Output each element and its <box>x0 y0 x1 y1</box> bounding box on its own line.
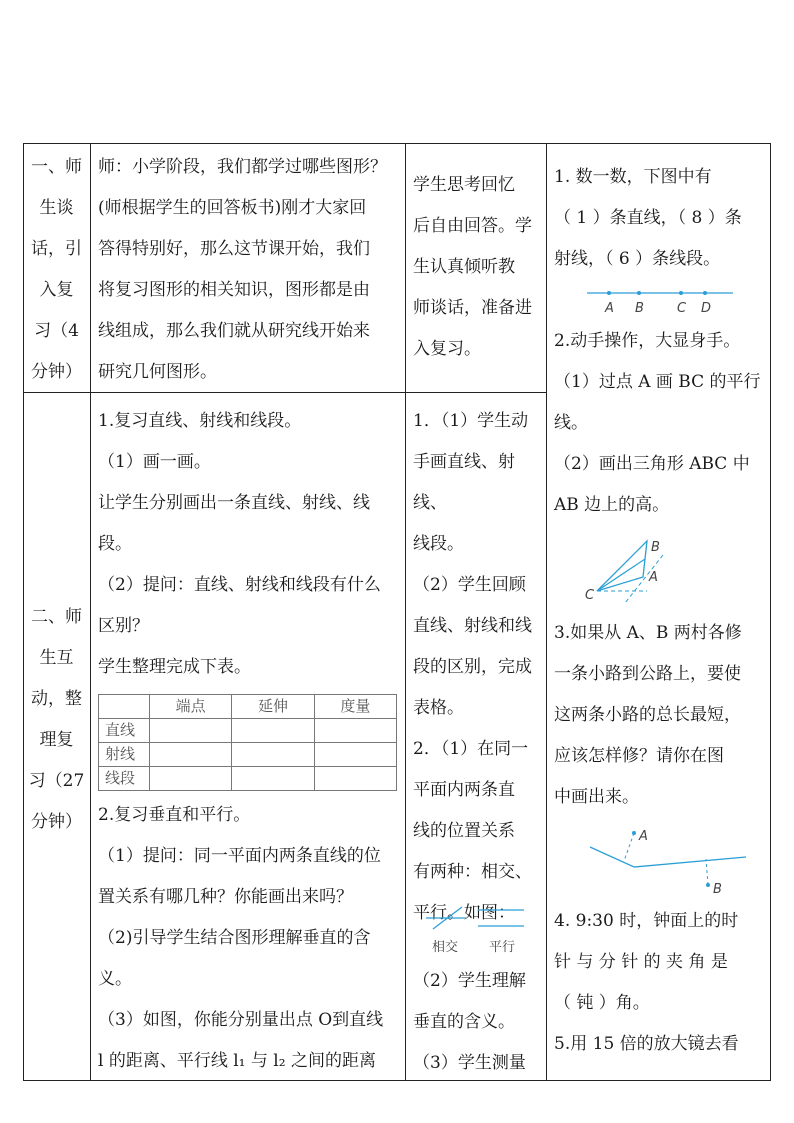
teacher-activity-2a <box>98 401 403 688</box>
paragraph-line: 学生思考回忆 <box>413 175 515 195</box>
paragraph-line: 中画出来。 <box>554 787 639 807</box>
stage-text: 分钟） <box>31 362 82 382</box>
point-b <box>637 291 641 295</box>
point-a <box>607 291 611 295</box>
paragraph-line: 1.复习直线、射线和线段。 <box>98 411 302 431</box>
paragraph-line: 射线，（ 6 ）条线段。 <box>554 249 721 269</box>
point-label: A <box>639 829 648 844</box>
table-row <box>99 719 397 743</box>
student-activity-2b <box>413 961 545 1084</box>
paragraph-line: 线。 <box>554 413 588 433</box>
table-cell <box>314 767 396 791</box>
village-a <box>632 831 636 835</box>
paragraph-line: l 的距离、平行线 l₁ 与 l₂ 之间的距离 <box>98 1051 376 1071</box>
stage-text: 习（27 <box>28 771 85 791</box>
paragraph-line: （2）提问：直线、射线和线段有什么 <box>98 575 381 595</box>
paragraph-line: 针 与 分 针 的 夹 角 是 <box>554 952 728 972</box>
line-relation-figure <box>418 901 548 961</box>
paragraph-line: （1）提问：同一平面内两条直线的位 <box>98 846 381 866</box>
paragraph-line: 1．（1）学生动 <box>413 411 529 431</box>
paragraph-line: （1）画一画。 <box>98 452 211 472</box>
stage-text: 习（4 <box>34 321 79 341</box>
stage-text: 理复 <box>39 730 74 750</box>
paragraph-line: 学生整理完成下表。 <box>98 657 251 677</box>
paragraph-line: 一条小路到公路上，要使 <box>554 664 741 684</box>
paragraph-line: 师：小学阶段，我们都学过哪些图形？ <box>98 157 387 177</box>
stage-text: 分钟） <box>31 812 82 832</box>
paragraph-line: 后自由回答。学 <box>413 216 532 236</box>
path-b <box>706 859 708 885</box>
paragraph-line: 义。 <box>98 969 132 989</box>
paragraph-line: （ 钝 ）角。 <box>554 993 650 1013</box>
column-divider <box>90 143 91 1081</box>
paragraph-line: （3）如图，你能分别量出点 O到直线 <box>98 1010 384 1030</box>
paragraph-line: （2）学生回顾 <box>413 575 526 595</box>
paragraph-line: 师谈话，准备进 <box>413 298 532 318</box>
triangle-figure <box>583 533 703 605</box>
paragraph-line: 这两条小路的总长最短， <box>554 705 741 725</box>
point-label: B <box>651 540 660 555</box>
teacher-activity-1 <box>98 147 403 393</box>
paragraph-line: 让学生分别画出一条直线、射线、线 <box>98 493 370 513</box>
table-cell <box>314 719 396 743</box>
table-row <box>99 767 397 791</box>
paragraph-line: AB 边上的高。 <box>554 495 670 515</box>
table-cell <box>150 743 232 767</box>
paragraph-line: 有两种：相交、 <box>413 862 532 882</box>
stage-text: 二、师 <box>31 607 82 627</box>
village-b <box>706 883 710 887</box>
paragraph-line: 平行。如图： <box>413 903 515 923</box>
paragraph-line: 手画直线、射线、 <box>413 452 515 513</box>
paragraph-line: 段的区别，完成 <box>413 657 532 677</box>
stage-text: 一、师 <box>31 157 82 177</box>
paragraph-line: 入复习。 <box>413 339 481 359</box>
line-comparison-table <box>98 694 397 791</box>
table-cell <box>232 719 314 743</box>
paragraph-line: 线段。 <box>413 534 464 554</box>
road-line <box>590 847 746 867</box>
point-label: B <box>713 882 722 897</box>
table-row <box>99 743 397 767</box>
exercise-q3 <box>554 613 766 818</box>
paragraph-line: 研究几何图形。 <box>98 362 217 382</box>
paragraph-line: 垂直的含义。 <box>413 1012 515 1032</box>
triangle-abc <box>597 541 647 591</box>
paragraph-line: 答得特别好，那么这节课开始，我们 <box>98 239 370 259</box>
line-points-figure <box>583 283 763 319</box>
point-label: C <box>677 301 687 316</box>
path-a <box>624 833 634 861</box>
exercise-q2 <box>554 321 766 526</box>
point-label: C <box>585 588 595 603</box>
paragraph-line: 平面内两条直 <box>413 780 515 800</box>
student-activity-2a <box>413 401 545 934</box>
paragraph-line: 线的位置关系 <box>413 821 515 841</box>
stage-text: 入复 <box>39 280 74 300</box>
teacher-activity-2b <box>98 795 403 1082</box>
point-d <box>703 291 707 295</box>
stage-text: 动，整 <box>31 689 82 709</box>
table-header: 延伸 <box>232 695 314 719</box>
height-line <box>597 559 645 591</box>
point-label: B <box>635 301 644 316</box>
paragraph-line: （2）学生理解 <box>413 971 526 991</box>
paragraph-line: 2.动手操作，大显身手。 <box>554 331 741 351</box>
paragraph-line: 置关系有哪几种？你能画出来吗？ <box>98 887 353 907</box>
paragraph-line: 段。 <box>98 534 132 554</box>
table-cell <box>150 767 232 791</box>
table-header: 度量 <box>314 695 396 719</box>
table-header <box>99 695 150 719</box>
paragraph-line: 3.如果从 A、B 两村各修 <box>554 623 742 643</box>
table-cell <box>232 743 314 767</box>
paragraph-line: 2.复习垂直和平行。 <box>98 805 251 825</box>
exercise-q4 <box>554 901 766 1065</box>
paragraph-line: （2)引导学生结合图形理解垂直的含 <box>98 928 371 948</box>
lesson-plan-table <box>23 143 771 1081</box>
parallel-label: 平行 <box>489 940 516 955</box>
paragraph-line: （ 1 ）条直线，（ 8 ）条 <box>554 208 742 228</box>
student-activity-1 <box>413 165 545 370</box>
stage-text: 话，引 <box>31 239 82 259</box>
paragraph-line: （1）过点 A 画 BC 的平行 <box>554 372 761 392</box>
paragraph-line: (师根据学生的回答板书)刚才大家回 <box>98 198 367 218</box>
paragraph-line: 区别？ <box>98 616 149 636</box>
paragraph-line: 应该怎样修？请你在图 <box>554 746 724 766</box>
stage-1 <box>23 147 90 393</box>
table-header-row <box>99 695 397 719</box>
point-c <box>679 291 683 295</box>
intersect-label: 相交 <box>432 940 459 955</box>
stage-2 <box>23 597 90 843</box>
paragraph-line: 2．（1）在同一 <box>413 739 529 759</box>
point-label: D <box>701 301 712 316</box>
paragraph-line: 表格。 <box>413 698 464 718</box>
table-cell <box>314 743 396 767</box>
exercise-q1 <box>554 157 766 280</box>
paragraph-line: 将复习图形的相关知识，图形都是由 <box>98 280 370 300</box>
paragraph-line: 直线、射线和线 <box>413 616 532 636</box>
paragraph-line: 4. 9:30 时，钟面上的时 <box>554 911 739 931</box>
paragraph-line: （2）画出三角形 ABC 中 <box>554 454 750 474</box>
table-cell <box>150 719 232 743</box>
road-figure <box>586 825 756 897</box>
table-cell <box>232 767 314 791</box>
table-header: 端点 <box>150 695 232 719</box>
table-row-label: 射线 <box>99 743 150 767</box>
point-label: A <box>649 570 658 585</box>
paragraph-line: 线组成，那么我们就从研究线开始来 <box>98 321 370 341</box>
column-divider <box>405 143 406 1081</box>
paragraph-line: 5.用 15 倍的放大镜去看 <box>554 1034 739 1054</box>
point-label: A <box>605 301 614 316</box>
table-row-label: 线段 <box>99 767 150 791</box>
paragraph-line: 生认真倾听教 <box>413 257 515 277</box>
paragraph-line: （3）学生测量 <box>413 1053 526 1073</box>
paragraph-line: 1. 数一数，下图中有 <box>554 167 712 187</box>
stage-text: 生互 <box>39 648 74 668</box>
table-row-label: 直线 <box>99 719 150 743</box>
stage-text: 生谈 <box>39 198 74 218</box>
